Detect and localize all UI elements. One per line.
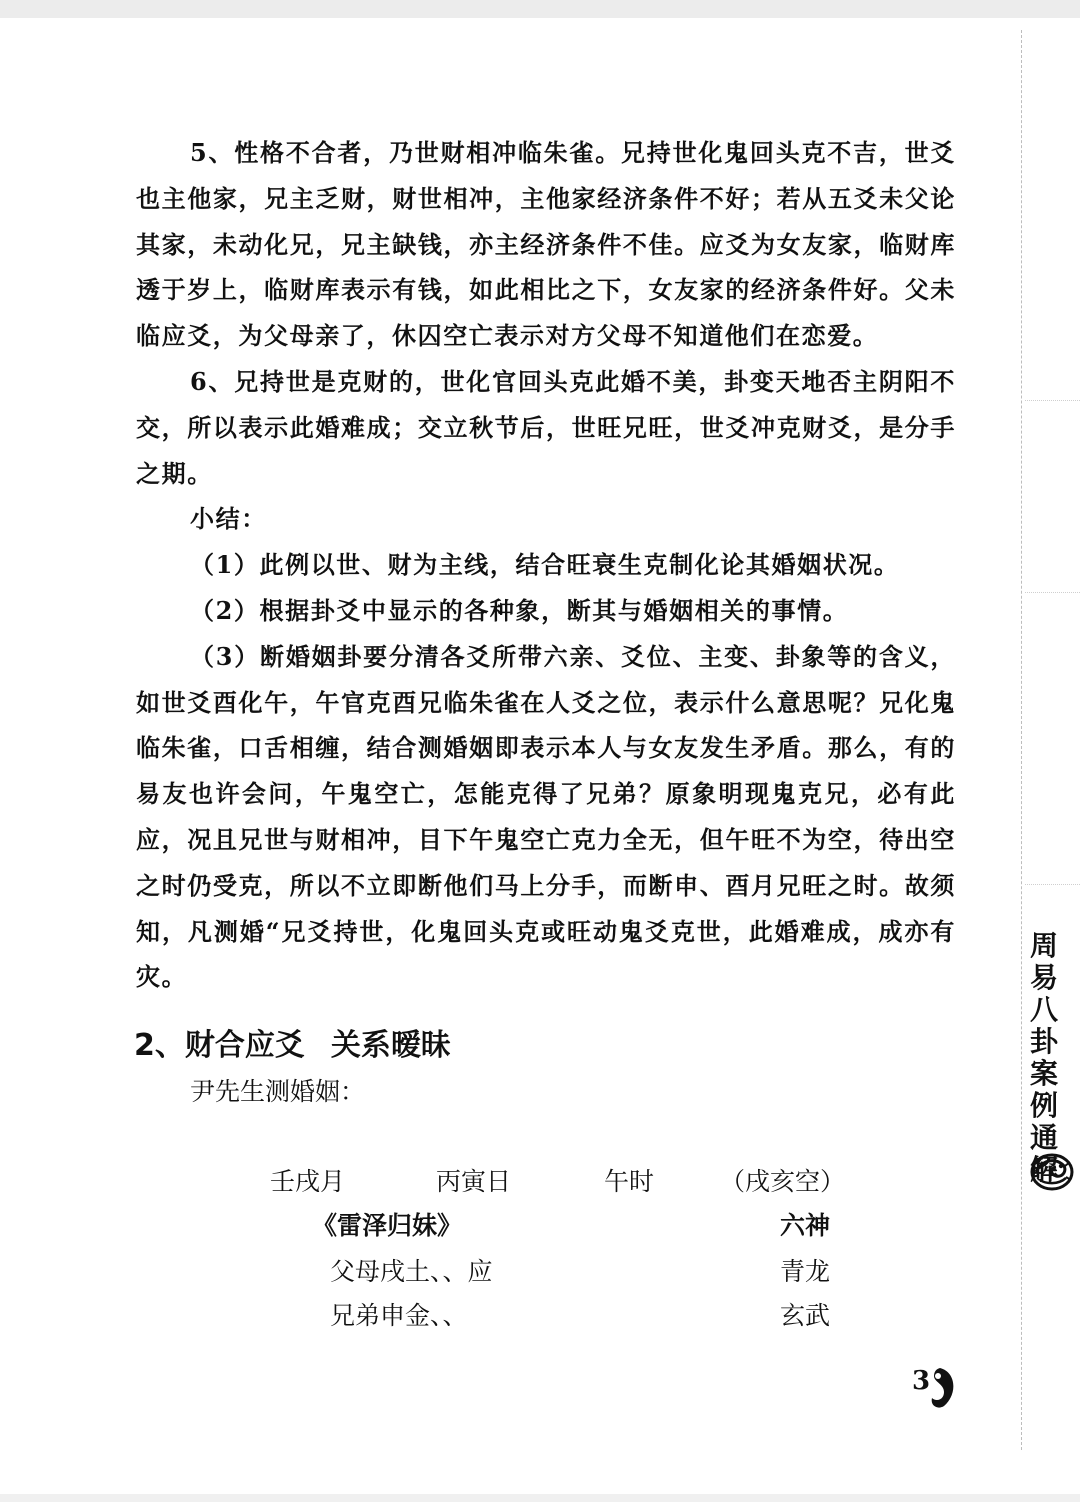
dragon-icon — [1028, 1150, 1076, 1194]
book-title-char: 周 — [1029, 929, 1058, 962]
liushen-header: 六神 — [780, 1211, 831, 1240]
book-title-char: 案 — [1029, 1057, 1058, 1090]
book-title-char: 易 — [1029, 961, 1058, 994]
gua-kongwang: （戌亥空） — [720, 1167, 846, 1196]
gua-day: 丙寅日 — [436, 1167, 512, 1196]
summary-point-2: （2）根据卦爻中显示的各种象，断其与婚姻相关的事情。 — [190, 595, 849, 625]
book-title-char: 八 — [1029, 993, 1058, 1026]
page-edge-dashed-line — [1021, 30, 1022, 1450]
edge-tick — [1025, 400, 1080, 401]
yao-line-1: 父母戌土、、应 — [330, 1257, 493, 1286]
section-number: 2、 — [134, 1028, 185, 1063]
body-text — [136, 130, 956, 1000]
edge-tick — [1025, 884, 1080, 885]
yao-line-2: 兄弟申金、、 — [330, 1301, 468, 1330]
liushen-2: 玄武 — [780, 1301, 831, 1330]
book-title-vertical — [1028, 930, 1060, 1186]
case-intro: 尹先生测婚姻： — [190, 1077, 366, 1106]
bottom-margin-band — [0, 1494, 1080, 1502]
section-title-part2: 关系暧昧 — [330, 1028, 451, 1063]
book-title-char: 卦 — [1029, 1025, 1058, 1058]
summary-point-1: （1）此例以世、财为主线，结合旺衰生克制化论其婚姻状况。 — [190, 550, 900, 580]
gua-month: 壬戌月 — [270, 1167, 346, 1196]
edge-tick — [1025, 592, 1080, 593]
yinyang-icon — [928, 1366, 958, 1410]
paragraph-5: 5、性格不合者，乃世财相冲临朱雀。兄持世化鬼回头克不吉，世爻也主他家，兄主乏财，财世相冲，主他家经济条件不好；若从五爻未父论其家，未动化兄，兄主缺钱，亦主经济条件不佳。应爻为女友家，临财库透于岁上，临财库表示有钱，如此相比之下，女友家的经济条件好。父未临应爻，为父母亲了，休囚空亡表示对方父母不知道他们在恋爱。 — [136, 138, 956, 351]
paragraph-6: 6、兄持世是克财的，世化官回头克此婚不美，卦变天地否主阴阳不交，所以表示此婚难成；交立秋节后，世旺兄旺，世爻冲克财爻，是分手之期。 — [136, 366, 956, 488]
book-title-char: 例 — [1029, 1089, 1058, 1122]
gua-hour: 午时 — [604, 1167, 655, 1196]
page-number: 3 — [912, 1366, 931, 1396]
book-title-char: 解 — [1029, 1153, 1058, 1186]
section-heading — [134, 1020, 451, 1064]
section-title-part1: 财合应爻 — [184, 1028, 305, 1063]
top-margin-band — [0, 0, 1080, 18]
summary-label: 小结： — [190, 504, 267, 534]
gua-name: 《雷泽归妹》 — [312, 1211, 463, 1240]
book-title-char: 通 — [1029, 1121, 1058, 1154]
liushen-1: 青龙 — [780, 1257, 831, 1286]
summary-point-3: （3）断婚姻卦要分清各爻所带六亲、爻位、主变、卦象等的含义，如世爻酉化午，午官克酉兄临朱雀在人爻之位，表示什么意思呢？兄化鬼临朱雀，口舌相缠，结合测婚姻即表示本人与女友发生矛盾。那么，有的易友也许会问，午鬼空亡，怎能克得了兄弟？原象明现鬼克兄，必有此应，况且兄世与财相冲，目下午鬼空亡克力全无，但午旺不为空，待出空之时仍受克，所以不立即断他们马上分手，而断申、酉月兄旺之时。故须知，凡测婚“兄爻持世，化鬼回头克或旺动鬼爻克世，此婚难成，成亦有灾。 — [136, 641, 956, 992]
